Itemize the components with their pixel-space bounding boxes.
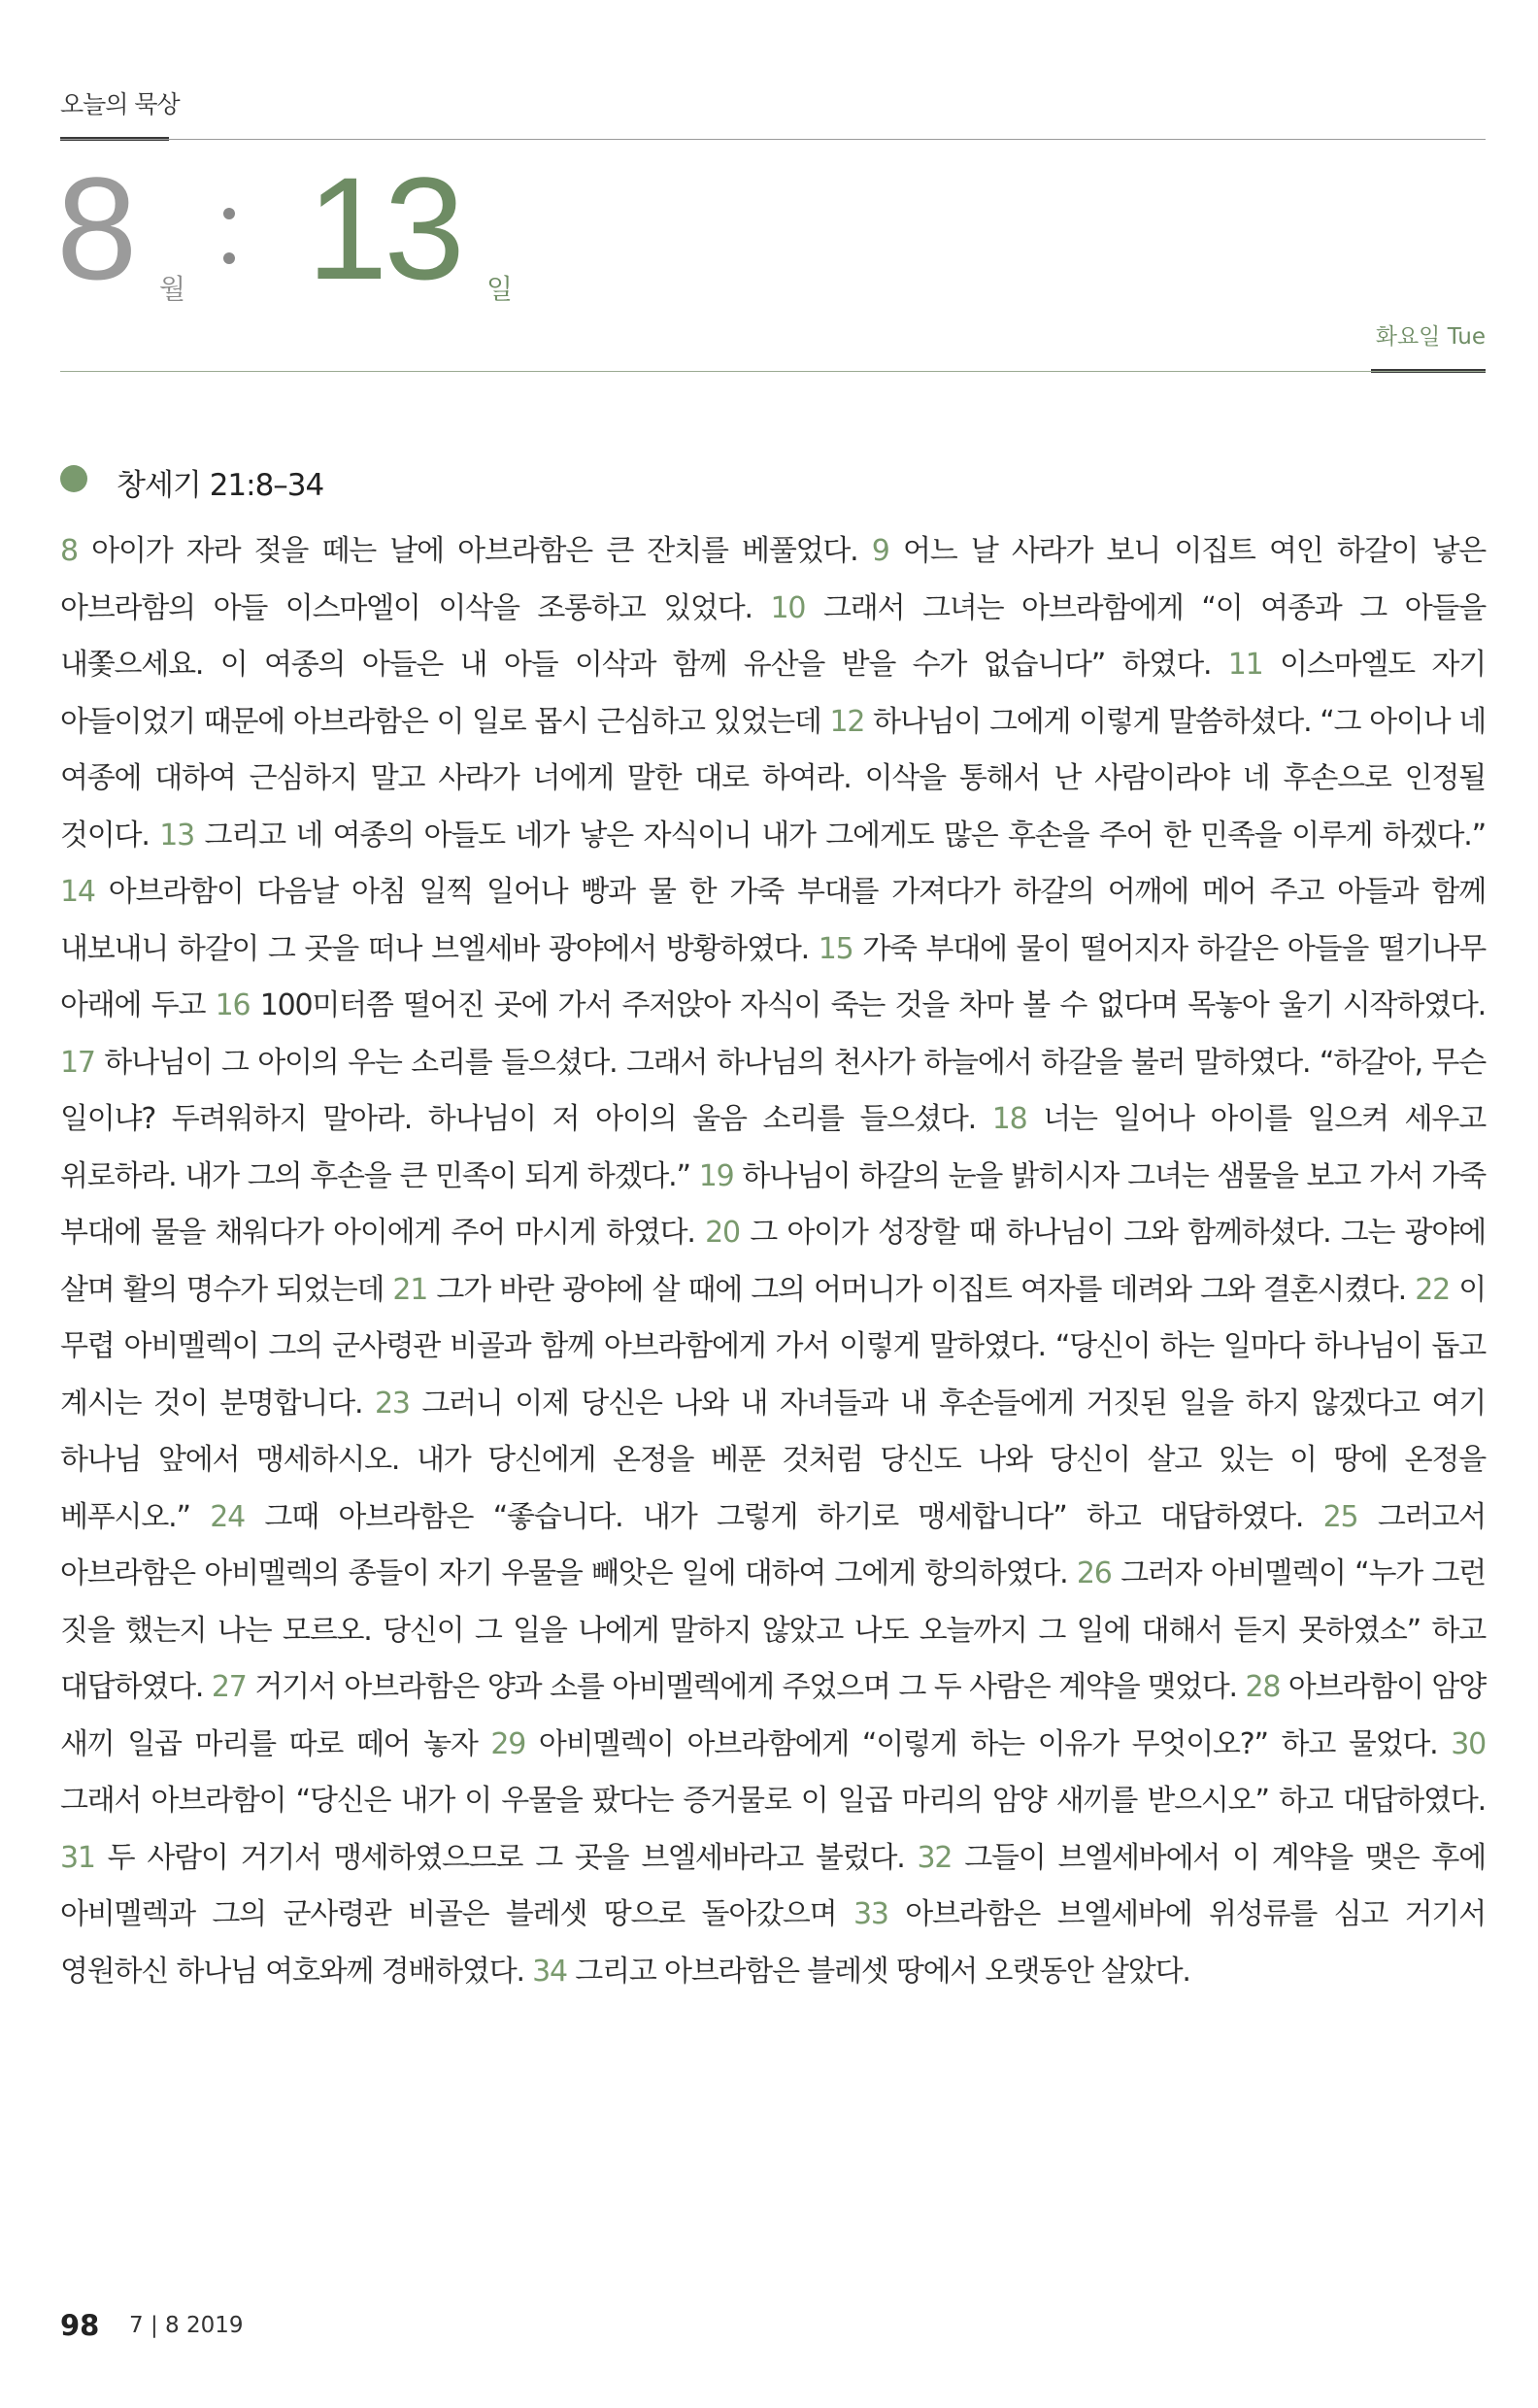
verse-text: 아브라함이 다음날 아침 일찍 일어나 빵과 물 한 가죽 부대를 가져다가 하갈의 어깨에 메어 주고 아들과 함께 내보내니 하갈이 그 곳을 떠나 브엘세바 광야에서 방황하였다. [60, 875, 1486, 966]
verse-number: 9 [871, 534, 889, 568]
verse-number: 10 [770, 590, 806, 625]
verse [60, 1841, 918, 1875]
verse-number: 20 [705, 1216, 740, 1250]
verse-number: 19 [698, 1158, 734, 1193]
verse-number: 23 [374, 1386, 410, 1421]
verse-number: 14 [60, 875, 95, 909]
verse [532, 1955, 1190, 1989]
verse-number: 31 [60, 1840, 95, 1875]
page-number: 98 [60, 2309, 100, 2342]
verse-number: 32 [917, 1840, 953, 1875]
verse-text: 그러니 이제 당신은 나와 내 자녀들과 내 후손들에게 거짓된 일을 하지 않겠다고 여기 하나님 앞에서 맹세하시오. 내가 당신에게 온정을 베푼 것처럼 당신도 나와 당신이 살고 있는 이 땅에 온정을 베푸시오.” [60, 1386, 1486, 1534]
verse-text: 아비멜렉이 아브라함에게 “이렇게 하는 이유가 무엇이오?” 하고 물었다. [525, 1726, 1452, 1761]
verse-number: 12 [829, 704, 865, 739]
passage-bullet-icon [60, 465, 87, 492]
verse [212, 1670, 1246, 1704]
verse-text: 두 사람이 거기서 맹세하였으므로 그 곳을 브엘세바라고 불렀다. [94, 1840, 918, 1875]
verse-text: 그가 바란 광야에 살 때에 그의 어머니가 이집트 여자를 데려와 그와 결혼시켰다. [427, 1272, 1416, 1307]
verse-text: 그러고서 아브라함은 아비멜렉의 종들이 자기 우물을 빼앗은 일에 대하여 그에게 항의하였다. [60, 1499, 1486, 1590]
verse-text: 그리고 네 여종의 아들도 네가 낳은 자식이니 내가 그에게도 많은 후손을 주어 한 민족을 이루게 하겠다.” [193, 818, 1486, 853]
verse-text: 하나님이 하갈의 눈을 밝히시자 그녀는 샘물을 보고 가서 가죽 부대에 물을 채워다가 아이에게 주어 마시게 하였다. [60, 1158, 1486, 1250]
verse-text: 아브라함이 암양 새끼 일곱 마리를 따로 떼어 놓자 [60, 1670, 1486, 1761]
verse-number: 18 [991, 1102, 1027, 1136]
verse-text: 그래서 그녀는 아브라함에게 “이 여종과 그 아들을 내쫓으세요. 이 여종의 아들은 내 아들 이삭과 함께 유산을 받을 수가 없습니다” 하였다. [60, 590, 1486, 682]
verse-number: 34 [532, 1954, 567, 1989]
verse-number: 17 [60, 1045, 95, 1080]
verse-text: 이 무렵 아비멜렉이 그의 군사령관 비골과 함께 아브라함에게 가서 이렇게 말하였다. “당신이 하는 일마다 하나님이 돕고 계시는 것이 분명합니다. [60, 1272, 1486, 1421]
verse-number: 15 [818, 931, 853, 966]
verse-text: 그때 아브라함은 “좋습니다. 내가 그렇게 하기로 맹세합니다” 하고 대답하였다. [245, 1499, 1323, 1534]
section-label: 오늘의 묵상 [60, 90, 180, 118]
date-day: 13 [307, 147, 461, 310]
verse-text: 너는 일어나 아이를 일으켜 세우고 위로하라. 내가 그의 후손을 큰 민족이 되게 하겠다.” [60, 1102, 1486, 1193]
verse-text: 100미터쯤 떨어진 곳에 가서 주저앉아 자식이 죽는 것을 차마 볼 수 없다며 목놓아 울기 시작하였다. [250, 988, 1486, 1022]
verse [490, 1727, 1451, 1761]
verse-text: 하나님이 그에게 이렇게 말씀하셨다. “그 아이나 네 여종에 대하여 근심하지 말고 사라가 너에게 말한 대로 하여라. 이삭을 통해서 난 사람이라야 네 후손으로 인정될 것이다. [60, 704, 1486, 853]
scripture-text [60, 523, 1486, 2000]
verse-number: 29 [490, 1726, 526, 1761]
verse-number: 25 [1322, 1499, 1358, 1534]
verse-text: 그러자 아비멜렉이 “누가 그런 짓을 했는지 나는 모르오. 당신이 그 일을 나에게 말하지 않았고 나도 오늘까지 그 일에 대해서 듣지 못하였소” 하고 대답하였다. [60, 1556, 1487, 1704]
verse-number: 27 [211, 1670, 247, 1704]
verse-text: 그래서 아브라함이 “당신은 내가 이 우물을 팠다는 증거물로 이 일곱 마리의 암양 새끼를 받으시오” 하고 대답하였다. [60, 1784, 1486, 1818]
date-day-unit: 일 [486, 273, 514, 305]
verse-number: 26 [1076, 1556, 1112, 1590]
verse [210, 1500, 1322, 1534]
verse-text: 어느 날 사라가 보니 이집트 여인 하갈이 낳은 아브라함의 아들 이스마엘이 이삭을 조롱하고 있었다. [60, 534, 1486, 625]
verse [392, 1273, 1415, 1307]
verse-number: 30 [1451, 1726, 1486, 1761]
verse-number: 21 [392, 1272, 428, 1307]
verse-number: 16 [215, 988, 251, 1022]
weekday: 화요일 Tue [1375, 324, 1486, 350]
verse-text: 그 아이가 성장할 때 하나님이 그와 함께하셨다. 그는 광야에 살며 활의 명수가 되었는데 [60, 1216, 1486, 1307]
verse-text: 하나님이 그 아이의 우는 소리를 들으셨다. 그래서 하나님의 천사가 하늘에서 하갈을 불러 말하였다. “하갈아, 무슨 일이냐? 두려워하지 말아라. 하나님이 저 아이의 울음 소리를 들으셨다. [60, 1045, 1486, 1136]
header-divider [60, 139, 1486, 140]
verse-number: 24 [210, 1499, 245, 1534]
verse-text: 거기서 아브라함은 양과 소를 아비멜렉에게 주었으며 그 두 사람은 계약을 맺었다. [246, 1670, 1246, 1704]
verse-number: 13 [159, 818, 194, 853]
date-divider [60, 371, 1486, 372]
date-month: 8 [56, 147, 138, 310]
verse-number: 22 [1415, 1272, 1450, 1307]
passage-reference: 창세기 21:8–34 [117, 468, 324, 503]
verse-text: 가죽 부대에 물이 떨어지자 하갈은 아들을 떨기나무 아래에 두고 [60, 931, 1486, 1022]
issue-date: 7 | 8 2019 [129, 2313, 244, 2338]
verse-text: 아브라함은 브엘세바에 위성류를 심고 거기서 영원하신 하나님 여호와께 경배하였다. [60, 1897, 1486, 1989]
verse [60, 534, 872, 568]
verse-number: 11 [1227, 648, 1263, 682]
verse-text: 그들이 브엘세바에서 이 계약을 맺은 후에 아비멜렉과 그의 군사령관 비골은 블레셋 땅으로 돌아갔으며 [60, 1840, 1486, 1931]
verse-number: 8 [60, 534, 78, 568]
date-month-unit: 월 [159, 273, 186, 305]
verse-number: 33 [853, 1897, 888, 1931]
date-colon [223, 208, 237, 266]
verse-number: 28 [1245, 1670, 1281, 1704]
verse [159, 819, 1486, 853]
verse [216, 988, 1486, 1022]
verse-text: 이스마엘도 자기 아들이었기 때문에 아브라함은 이 일로 몹시 근심하고 있었는데 [60, 648, 1486, 739]
verse-text: 아이가 자라 젖을 떼는 날에 아브라함은 큰 잔치를 베풀었다. [77, 534, 872, 568]
verse-text: 그리고 아브라함은 블레셋 땅에서 오랫동안 살았다. [566, 1954, 1190, 1989]
